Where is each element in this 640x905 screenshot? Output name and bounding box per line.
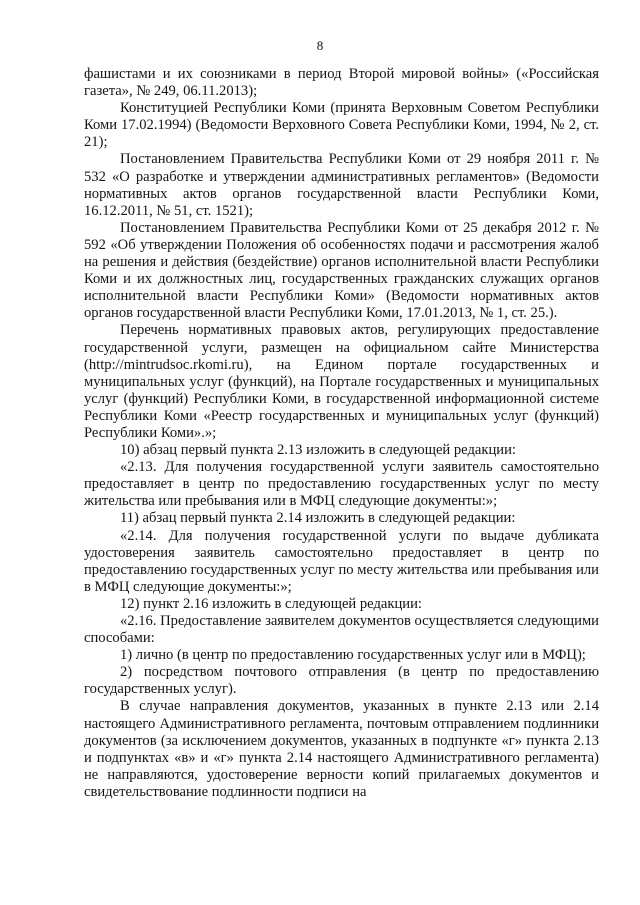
document-body: [84, 66, 599, 801]
paragraph: «2.13. Для получения государственной услуги заявитель самостоятельно предоставляет в центр по предоставлению государственных услуг по месту жительства или пребывания или в МФЦ следующие документы:»;: [84, 459, 599, 510]
paragraph: 10) абзац первый пункта 2.13 изложить в следующей редакции:: [120, 442, 516, 459]
paragraph: 2) посредством почтового отправления (в центр по предоставлению государственных услуг).: [84, 664, 599, 698]
paragraph: Перечень нормативных правовых актов, регулирующих предоставление государственной услуги, размещен на официальном сайте Министерства (http://mintrudsoc.rkomi.ru), на Едином портале государственных и муниципальных услуг (функций), на Портале государственных и муниципальных услуг (функций) Республики Коми, в государственной информационной системе Республики Коми «Реестр государственных и муниципальных услуг (функций) Республики Коми».»;: [84, 322, 599, 441]
paragraph: фашистами и их союзниками в период Второй мировой войны» («Российская газета», № 249, 06.11.2013);: [84, 66, 599, 100]
paragraph: Постановлением Правительства Республики Коми от 29 ноября 2011 г. № 532 «О разработке и утверждении административных регламентов» (Ведомости нормативных актов органов государственной власти Республики Коми, 16.12.2011, № 51, ст. 1521);: [84, 151, 599, 219]
page-number: 8: [316, 38, 324, 53]
paragraph: 12) пункт 2.16 изложить в следующей редакции:: [120, 595, 422, 612]
paragraph: В случае направления документов, указанных в пункте 2.13 или 2.14 настоящего Административного регламента, почтовым отправлением подлинники документов (за исключением документов, указанных в подпункте «г» пункта 2.13 и подпунктах «в» и «г» пункта 2.14 настоящего Административного регламента) не направляются, удостоверение верности копий прилагаемых документов и свидетельствование подлинности подписи на: [84, 698, 599, 800]
paragraph: Постановлением Правительства Республики Коми от 25 декабря 2012 г. № 592 «Об утверждении Положения об особенностях подачи и рассмотрения жалоб на решения и действия (бездействие) органов исполнительной власти Республики Коми и их должностных лиц, государственных гражданских служащих органов исполнительной власти Республики Коми» (Ведомости нормативных актов органов государственной власти Республики Коми, 17.01.2013, № 1, ст. 25.).: [84, 219, 599, 322]
paragraph: «2.16. Предоставление заявителем документов осуществляется следующими способами:: [84, 613, 599, 647]
paragraph: 11) абзац первый пункта 2.14 изложить в следующей редакции:: [120, 510, 516, 527]
paragraph: «2.14. Для получения государственной услуги по выдаче дубликата удостоверения заявитель самостоятельно предоставляет в центр по предоставлению государственных услуг по месту жительства или пребывания или в МФЦ следующие документы:»;: [84, 527, 599, 595]
paragraph: 1) лично (в центр по предоставлению государственных услуг или в МФЦ);: [120, 647, 586, 664]
paragraph: Конституцией Республики Коми (принята Верховным Советом Республики Коми 17.02.1994) (Ведомости Верховного Совета Республики Коми, 1994, № 2, ст. 21);: [84, 100, 599, 151]
